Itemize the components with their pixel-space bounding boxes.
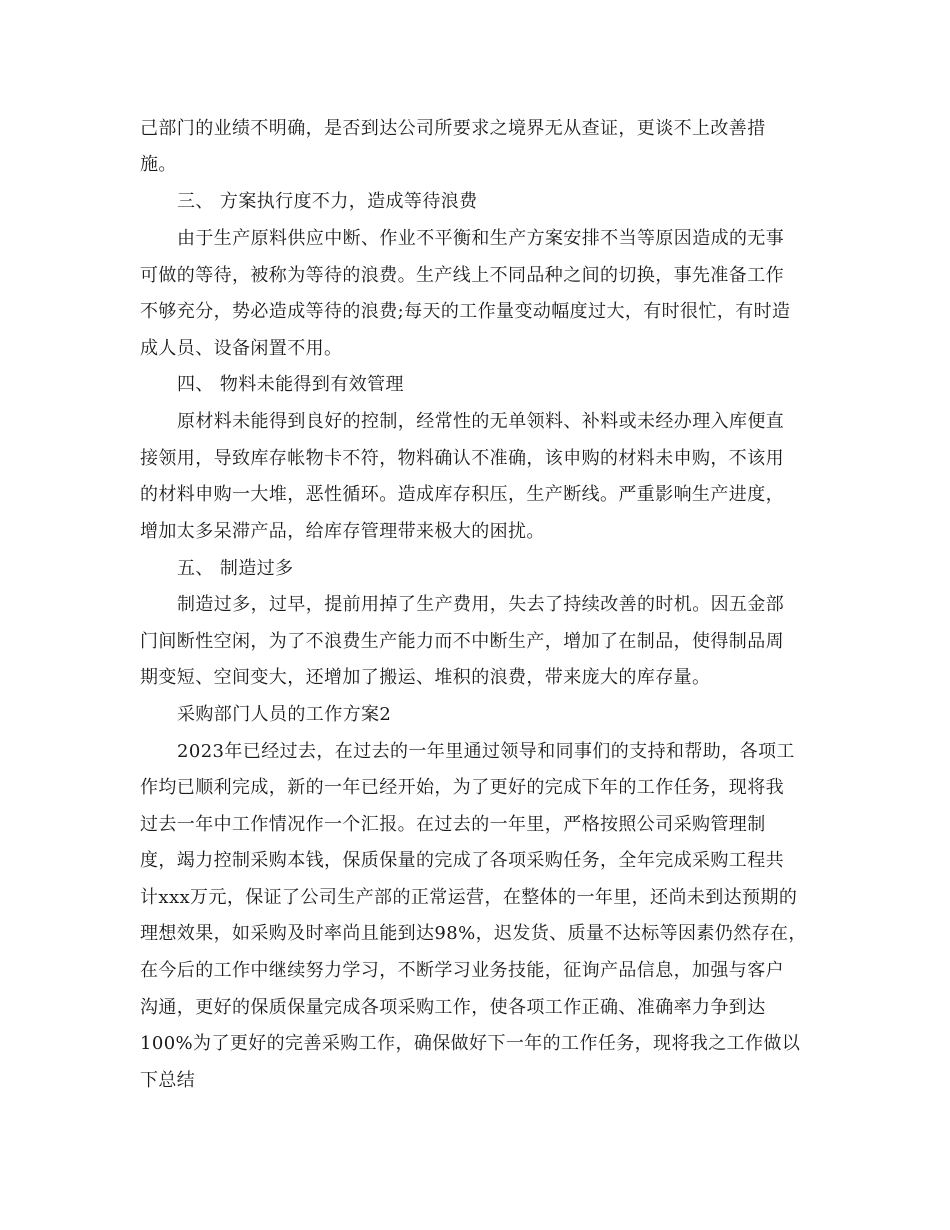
text-line: 100%为了更好的完善采购工作，确保做好下一年的工作任务，现将我之工作做以 <box>140 1033 801 1054</box>
section-heading: 四、 物料未能得到有效管理 <box>177 374 404 395</box>
text-line: 沟通，更好的保质保量完成各项采购工作，使各项工作正确、准确率力争到达 <box>140 997 766 1018</box>
text-line: 增加太多呆滞产品，给库存管理带来极大的困扰。 <box>140 521 545 542</box>
text-line: 过去一年中工作情况作一个汇报。在过去的一年里，严格按照公司采购管理制 <box>140 814 766 835</box>
document-subtitle: 采购部门人员的工作方案2 <box>177 704 392 725</box>
text-line: 计xxx万元，保证了公司生产部的正常运营，在整体的一年里，还尚未到达预期的 <box>140 887 798 908</box>
text-line: 原材料未能得到良好的控制，经常性的无单领料、补料或未经办理入库便直 <box>177 411 785 432</box>
section-heading: 三、 方案执行度不力，造成等待浪费 <box>177 191 478 212</box>
text-line: 期变短、空间变大，还增加了搬运、堆积的浪费，带来庞大的库存量。 <box>140 667 711 688</box>
text-line: 在今后的工作中继续努力学习，不断学习业务技能，征询产品信息，加强与客户 <box>140 960 784 981</box>
text-line: 可做的等待，被称为等待的浪费。生产线上不同品种之间的切换，事先准备工作 <box>140 265 784 286</box>
section-heading: 五、 制造过多 <box>177 558 294 579</box>
text-line: 2023年已经过去，在过去的一年里通过领导和同事们的支持和帮助，各项工 <box>177 741 795 762</box>
text-line: 接领用，导致库存帐物卡不符，物料确认不准确，该申购的材料未申购，不该用 <box>140 448 784 469</box>
text-line: 的材料申购一大堆，恶性循环。造成库存积压，生产断线。严重影响生产进度， <box>140 484 784 505</box>
text-line: 由于生产原料供应中断、作业不平衡和生产方案安排不当等原因造成的无事 <box>177 228 785 249</box>
text-line: 己部门的业绩不明确，是否到达公司所要求之境界无从查证，更谈不上改善措 <box>140 118 766 139</box>
text-line: 成人员、设备闲置不用。 <box>140 338 343 359</box>
text-line: 制造过多，过早，提前用掉了生产费用，失去了持续改善的时机。因五金部 <box>177 594 785 615</box>
text-line: 作均已顺利完成，新的一年已经开始，为了更好的完成下年的工作任务，现将我 <box>140 777 784 798</box>
text-line: 理想效果，如采购及时率尚且能到达98%，迟发货、质量不达标等因素仍然存在， <box>140 923 807 944</box>
text-line: 下总结 <box>140 1070 196 1091</box>
text-line: 度，竭力控制采购本钱，保质保量的完成了各项采购任务，全年完成采购工程共 <box>140 850 784 871</box>
text-line: 施。 <box>140 154 177 175</box>
text-line: 门间断性空闲，为了不浪费生产能力而不中断生产，增加了在制品，使得制品周 <box>140 631 784 652</box>
text-line: 不够充分，势必造成等待的浪费;每天的工作量变动幅度过大，有时很忙，有时造 <box>140 301 791 322</box>
